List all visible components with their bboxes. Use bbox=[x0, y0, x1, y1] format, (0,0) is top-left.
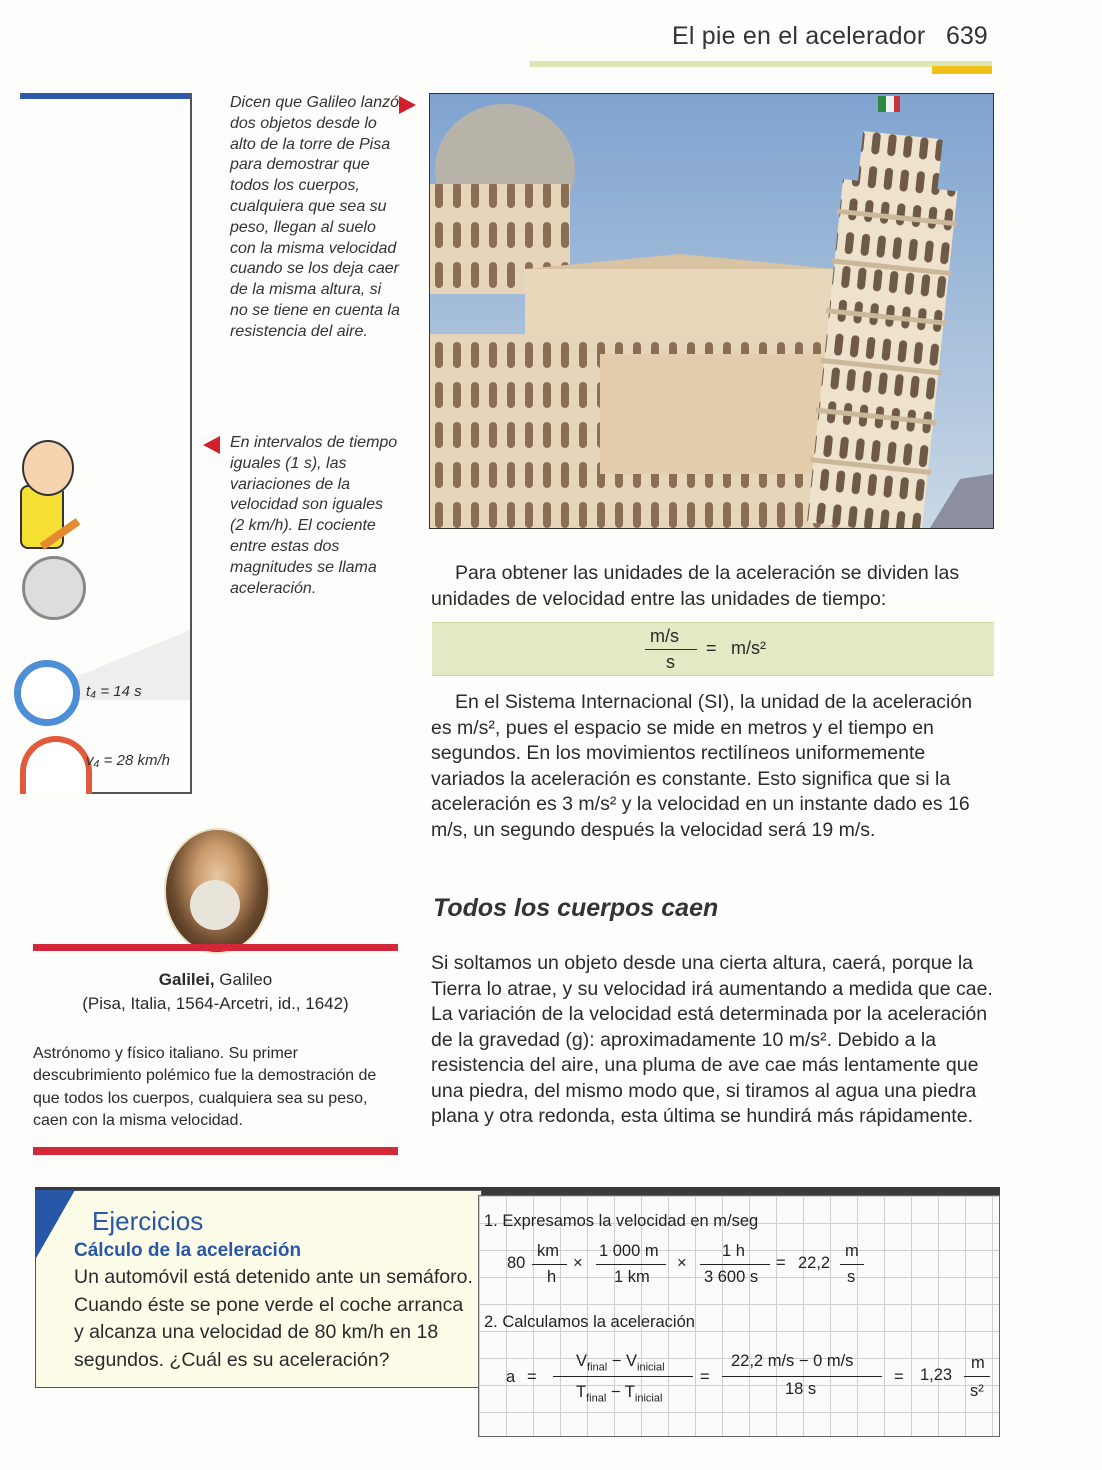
fraction-bar bbox=[532, 1264, 567, 1265]
cyclist-head bbox=[22, 440, 74, 496]
paragraph-si-units: En el Sistema Internacional (SI), la unidad de la aceleración es m/s², pues el espacio se mide en metros y el tiempo en segundos. En los movimientos rectilíneos uniformemente variados la aceleración es constante. Esto significa que si la aceleración es 3 m/s² y la velocidad en un instante dado es 16 m/s, un segundo después la velocidad será 19 m/s. bbox=[431, 691, 973, 841]
v-final: V bbox=[576, 1352, 588, 1370]
intervals-caption: En intervalos de tiempo iguales (1 s), las variaciones de la velocidad son iguales (2 km/h). El cociente entre estas dos magnitudes se llama aceleración. bbox=[230, 434, 398, 597]
exercise-corner-tab bbox=[35, 1190, 75, 1260]
step1-value: 80 bbox=[507, 1254, 526, 1272]
times-sign: × bbox=[573, 1254, 583, 1272]
exercise-subtitle: Cálculo de la aceleración bbox=[74, 1240, 302, 1261]
fraction-bar bbox=[964, 1376, 990, 1377]
step1-result: 22,2 bbox=[798, 1254, 831, 1272]
paragraph-units: Para obtener las unidades de la aceleración se dividen las unidades de velocidad entre las unidades de tiempo: bbox=[431, 562, 960, 610]
bio-top-rule bbox=[33, 944, 398, 951]
step1-label: 1. Expresamos la velocidad en m/seg bbox=[484, 1212, 759, 1230]
page-number: 639 bbox=[946, 22, 988, 50]
step2-result-unit-num: m bbox=[971, 1354, 985, 1372]
conv1-den: 1 km bbox=[614, 1268, 650, 1286]
step2-label: 2. Calculamos la aceleración bbox=[484, 1313, 695, 1331]
equals-sign: = bbox=[700, 1368, 710, 1386]
header-tab bbox=[932, 66, 992, 74]
conv2-num: 1 h bbox=[722, 1242, 745, 1260]
equals-sign: = bbox=[527, 1368, 537, 1386]
fraction-bar bbox=[840, 1264, 864, 1265]
fraction-bar bbox=[700, 1264, 770, 1265]
time-difference bbox=[576, 1383, 662, 1404]
equals-sign: = bbox=[776, 1254, 786, 1272]
speed-label: v₄ = 28 km/h bbox=[86, 752, 170, 769]
t-final: T bbox=[576, 1383, 587, 1401]
formula-numerator: m/s bbox=[650, 626, 679, 646]
formula-result: m/s² bbox=[731, 638, 766, 658]
step1-result-unit-den: s bbox=[847, 1268, 856, 1286]
galileo-dates: (Pisa, Italia, 1564-Arcetri, id., 1642) bbox=[82, 994, 349, 1013]
velocity-difference bbox=[576, 1352, 665, 1373]
t-initial: T bbox=[624, 1383, 635, 1401]
conv1-num: 1 000 m bbox=[599, 1242, 659, 1260]
exercise-problem: Un automóvil está detenido ante un semáforo. Cuando éste se pone verde el coche arranca y alcanza una velocidad de 80 km/h en 18 segundos. ¿Cuál es su aceleración? bbox=[74, 1266, 473, 1371]
arrow-left-icon bbox=[203, 436, 220, 454]
section-heading: Todos los cuerpos caen bbox=[433, 894, 719, 922]
step2-numerator: 22,2 m/s − 0 m/s bbox=[731, 1352, 854, 1370]
formula-denominator: s bbox=[666, 652, 675, 672]
galileo-name bbox=[33, 970, 398, 990]
step1-unit-den: h bbox=[547, 1268, 557, 1286]
fraction-bar bbox=[596, 1264, 666, 1265]
t-initial-sub: inicial bbox=[634, 1392, 663, 1405]
t-final-sub: final bbox=[586, 1392, 607, 1405]
v-final-sub: final bbox=[587, 1361, 608, 1374]
minus-sign: − bbox=[607, 1352, 627, 1370]
accel-symbol: a bbox=[506, 1368, 516, 1386]
step2-denominator: 18 s bbox=[785, 1380, 817, 1398]
step1-result-unit-num: m bbox=[845, 1242, 859, 1260]
formula-equals: = bbox=[706, 638, 717, 658]
galileo-beard bbox=[190, 880, 240, 930]
fraction-bar bbox=[722, 1376, 882, 1377]
pisa-photo bbox=[429, 93, 994, 529]
exercise-title: Ejercicios bbox=[92, 1206, 204, 1236]
paragraph-falling-bodies: Si soltamos un objeto desde una cierta altura, caerá, porque la Tierra lo atrae, y su velocidad irá aumentando a medida que cae. La variación de la velocidad está determinada por la aceleración de la gravedad (g): aproximadamente 10 m/s². Debido a la resistencia del aire, una pluma de ave cae más lentamente que una piedra, del mismo modo que, si tiramos al agua una piedra plana y otra redonda, esta última se hundirá más rápidamente. bbox=[431, 952, 993, 1127]
v-initial: V bbox=[626, 1352, 638, 1370]
pisa-caption: Dicen que Galileo lanzó dos objetos desde lo alto de la torre de Pisa para demostrar que todos los cuerpos, cualquiera que sea su peso, llegan al suelo con la misma velocidad cuando se los deja caer de la misma altura, si no se tiene en cuenta la resistencia del aire. bbox=[230, 94, 400, 340]
step2-result-unit-den: s² bbox=[970, 1382, 984, 1400]
header-rule bbox=[530, 61, 992, 67]
minus-sign: − bbox=[606, 1383, 625, 1401]
times-sign: × bbox=[677, 1254, 687, 1272]
formula-fraction-bar bbox=[645, 649, 697, 650]
bio-bottom-rule bbox=[33, 1147, 398, 1155]
bicycle-wheel bbox=[22, 556, 86, 620]
stopwatch-icon bbox=[14, 660, 80, 726]
step1-unit-num: km bbox=[537, 1242, 559, 1260]
step2-result: 1,23 bbox=[920, 1366, 953, 1384]
galileo-surname: Galilei, bbox=[158, 970, 215, 989]
v-initial-sub: inicial bbox=[637, 1361, 665, 1374]
conv2-den: 3 600 s bbox=[704, 1268, 759, 1286]
time-label: t₄ = 14 s bbox=[86, 683, 142, 700]
equals-sign: = bbox=[894, 1368, 904, 1386]
galileo-given-name: Galileo bbox=[214, 970, 273, 989]
galileo-description: Astrónomo y físico italiano. Su primer descubrimiento polémico fue la demostración de que todos los cuerpos, cualquiera sea su peso, caen con la misma velocidad. bbox=[33, 1045, 377, 1129]
fraction-bar bbox=[553, 1376, 693, 1377]
pisa-photo-drawing bbox=[430, 94, 993, 528]
arrow-right-icon bbox=[399, 96, 416, 114]
running-header-title: El pie en el acelerador bbox=[672, 22, 926, 50]
